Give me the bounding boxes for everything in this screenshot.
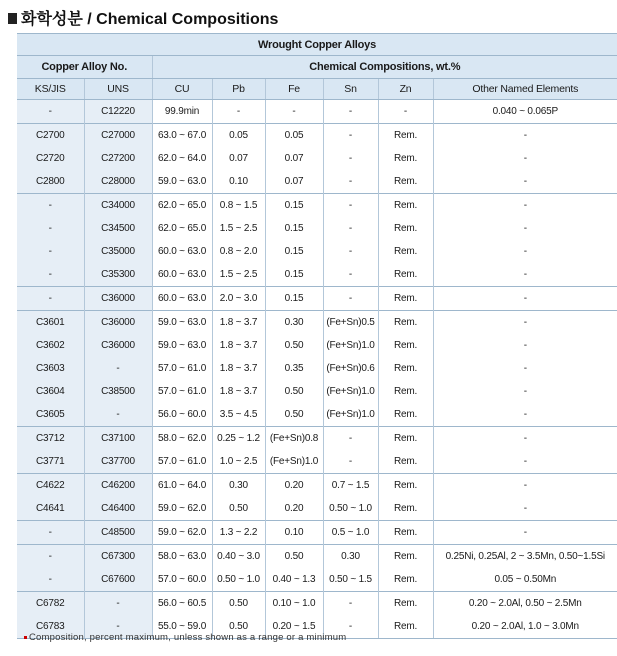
table-caption-row	[17, 34, 617, 56]
table-cell: Rem.	[378, 263, 433, 287]
table-cell: C2720	[17, 147, 84, 170]
table-cell: -	[433, 194, 617, 218]
table-cell: C35300	[84, 263, 152, 287]
table-cell: C2700	[17, 124, 84, 148]
table-cell: -	[323, 124, 378, 148]
table-cell: 62.0 ~ 65.0	[152, 194, 212, 218]
table-cell: 0.25 ~ 1.2	[212, 427, 265, 451]
table-cell: C3601	[17, 311, 84, 335]
table-cell: -	[523, 386, 527, 397]
table-cell: 0.20	[265, 474, 323, 498]
table-cell: -	[323, 194, 378, 218]
table-cell: 0.15	[265, 240, 323, 263]
table-cell: C35000	[84, 240, 152, 263]
table-cell: 0.50 ~ 1.0	[212, 568, 265, 592]
table-cell: 60.0 ~ 63.0	[152, 263, 212, 287]
table-cell: 0.50	[212, 592, 265, 616]
table-cell: 0.50	[265, 380, 323, 403]
table-cell: -	[323, 592, 378, 616]
table-cell: 0.50	[265, 334, 323, 357]
table-cell: -	[17, 568, 84, 592]
table-cell: 0.10 ~ 1.0	[265, 592, 323, 616]
table-row	[17, 334, 617, 357]
table-row	[17, 403, 617, 427]
table-cell: 56.0 ~ 60.0	[152, 403, 212, 427]
table-cell: 58.0 ~ 63.0	[152, 545, 212, 569]
table-cell: 1.0 ~ 2.5	[212, 450, 265, 474]
table-cell: C36000	[84, 311, 152, 335]
table-cell: Rem.	[378, 334, 433, 357]
table-cell: (Fe+Sn)1.0	[265, 450, 323, 474]
table-cell: Rem.	[378, 615, 433, 639]
table-cell: C3712	[17, 427, 84, 451]
table-cell: C6783	[17, 615, 84, 639]
table-cell: 59.0 ~ 63.0	[152, 334, 212, 357]
table-cell: 56.0 ~ 60.5	[152, 592, 212, 616]
table-cell: (Fe+Sn)1.0	[323, 334, 378, 357]
table-cell: 1.5 ~ 2.5	[212, 263, 265, 287]
table-cell: -	[265, 100, 323, 124]
table-cell: -	[212, 100, 265, 124]
table-row	[17, 240, 617, 263]
table-cell: 0.07	[265, 147, 323, 170]
table-cell: 0.8 ~ 2.0	[212, 240, 265, 263]
group-header-alloy-no: Copper Alloy No.	[17, 56, 152, 79]
table-cell: Rem.	[378, 311, 433, 335]
table-row	[17, 497, 617, 521]
table-cell: Rem.	[378, 147, 433, 170]
table-cell: 0.15	[265, 263, 323, 287]
table-cell: -	[323, 287, 378, 311]
table-row	[17, 124, 617, 148]
table-cell: -	[84, 403, 152, 427]
table-cell: -	[433, 521, 617, 545]
table-cell: (Fe+Sn)0.6	[323, 357, 378, 380]
table-cell: C3605	[17, 403, 84, 427]
table-row	[17, 287, 617, 311]
table-cell: 0.50	[265, 545, 323, 569]
table-cell: -	[523, 409, 527, 420]
table-cell: 99.9min	[152, 100, 212, 124]
table-cell: 0.07	[265, 170, 323, 194]
table-cell: -	[323, 147, 378, 170]
table-cell: C3604	[17, 380, 84, 403]
table-cell: 1.8 ~ 3.7	[212, 380, 265, 403]
table-cell: (Fe+Sn)0.5	[323, 311, 378, 335]
table-cell: 59.0 ~ 62.0	[152, 497, 212, 521]
table-cell: -	[17, 217, 84, 240]
table-cell: 63.0 ~ 67.0	[152, 124, 212, 148]
table-caption: Wrought Copper Alloys	[17, 34, 617, 56]
table-cell: C67600	[84, 568, 152, 592]
table-cell: 0.15	[265, 217, 323, 240]
table-cell: -	[323, 217, 378, 240]
column-header: Zn	[378, 79, 433, 100]
table-cell: 61.0 ~ 64.0	[152, 474, 212, 498]
table-cell: C3602	[17, 334, 84, 357]
composition-table	[17, 33, 617, 639]
table-cell: Rem.	[378, 240, 433, 263]
table-cell: C37700	[84, 450, 152, 474]
column-header: Fe	[265, 79, 323, 100]
table-cell: 0.5 ~ 1.0	[323, 521, 378, 545]
table-cell: 0.50	[212, 497, 265, 521]
table-cell: -	[523, 176, 527, 187]
table-cell: 1.5 ~ 2.5	[212, 217, 265, 240]
table-cell: -	[323, 427, 378, 451]
table-cell: 0.30	[212, 474, 265, 498]
column-header: Pb	[212, 79, 265, 100]
column-header: CU	[152, 79, 212, 100]
table-row	[17, 263, 617, 287]
table-cell: Rem.	[378, 497, 433, 521]
table-cell: 57.0 ~ 61.0	[152, 450, 212, 474]
table-cell: -	[17, 240, 84, 263]
group-header-compositions: Chemical Compositions, wt.%	[152, 56, 617, 79]
table-row	[17, 380, 617, 403]
table-cell: C36000	[84, 287, 152, 311]
table-cell: -	[84, 592, 152, 616]
table-cell: 0.40 ~ 3.0	[212, 545, 265, 569]
table-cell: 0.10	[265, 521, 323, 545]
column-header: Other Named Elements	[433, 79, 617, 100]
table-cell: Rem.	[378, 357, 433, 380]
column-header: Sn	[323, 79, 378, 100]
table-cell: -	[523, 153, 527, 164]
table-cell: Rem.	[378, 521, 433, 545]
table-cell: -	[323, 263, 378, 287]
table-cell: -	[433, 287, 617, 311]
table-cell: 0.30	[265, 311, 323, 335]
table-cell: Rem.	[378, 287, 433, 311]
table-cell: C27000	[84, 124, 152, 148]
table-cell: 0.10	[212, 170, 265, 194]
table-cell: 57.0 ~ 61.0	[152, 380, 212, 403]
table-cell: -	[433, 311, 617, 335]
table-row	[17, 592, 617, 616]
table-row	[17, 170, 617, 194]
table-cell: -	[433, 474, 617, 498]
table-cell: -	[323, 170, 378, 194]
table-cell: 0.8 ~ 1.5	[212, 194, 265, 218]
footnote-marker-icon	[24, 636, 27, 639]
table-cell: 0.50 ~ 1.5	[323, 568, 378, 592]
table-cell: 0.15	[265, 194, 323, 218]
table-cell: 0.040 ~ 0.065P	[433, 100, 617, 124]
table-cell: -	[433, 427, 617, 451]
table-cell: 57.0 ~ 61.0	[152, 357, 212, 380]
table-row	[17, 427, 617, 451]
table-row	[17, 545, 617, 569]
table-cell: C38500	[84, 380, 152, 403]
table-cell: 62.0 ~ 65.0	[152, 217, 212, 240]
table-cell: -	[523, 456, 527, 467]
table-cell: 62.0 ~ 64.0	[152, 147, 212, 170]
table-cell: -	[17, 263, 84, 287]
table-cell: Rem.	[378, 194, 433, 218]
table-cell: C12220	[84, 100, 152, 124]
table-cell: Rem.	[378, 474, 433, 498]
group-header-row	[17, 56, 617, 79]
table-cell: -	[17, 521, 84, 545]
footnote	[24, 632, 346, 643]
table-cell: Rem.	[378, 545, 433, 569]
table-cell: C28000	[84, 170, 152, 194]
table-cell: 0.50 ~ 1.0	[323, 497, 378, 521]
table-cell: -	[323, 100, 378, 124]
table-cell: -	[523, 340, 527, 351]
table-cell: C2800	[17, 170, 84, 194]
table-cell: C34500	[84, 217, 152, 240]
table-cell: C4622	[17, 474, 84, 498]
table-cell: 0.07	[212, 147, 265, 170]
table-cell: -	[523, 223, 527, 234]
table-cell: 0.50	[212, 615, 265, 639]
table-cell: 0.05	[212, 124, 265, 148]
table-cell: -	[17, 100, 84, 124]
table-cell: 0.7 ~ 1.5	[323, 474, 378, 498]
table-cell: C67300	[84, 545, 152, 569]
table-cell: 3.5 ~ 4.5	[212, 403, 265, 427]
table-cell: -	[523, 269, 527, 280]
table-cell: 0.20	[265, 497, 323, 521]
table-cell: Rem.	[378, 403, 433, 427]
table-cell: 1.8 ~ 3.7	[212, 357, 265, 380]
square-bullet-icon	[8, 13, 17, 24]
table-cell: C4641	[17, 497, 84, 521]
table-cell: C46400	[84, 497, 152, 521]
table-cell: 59.0 ~ 63.0	[152, 311, 212, 335]
table-cell: 0.15	[265, 287, 323, 311]
table-row	[17, 450, 617, 474]
table-cell: (Fe+Sn)1.0	[323, 403, 378, 427]
table-cell: 58.0 ~ 62.0	[152, 427, 212, 451]
table-cell: C27200	[84, 147, 152, 170]
table-cell: 57.0 ~ 60.0	[152, 568, 212, 592]
table-cell: C46200	[84, 474, 152, 498]
table-row	[17, 147, 617, 170]
table-cell: -	[433, 124, 617, 148]
column-header: KS/JIS	[17, 79, 84, 100]
table-cell: 55.0 ~ 59.0	[152, 615, 212, 639]
table-cell: 0.05 ~ 0.50Mn	[494, 574, 557, 585]
table-cell: 0.30	[323, 545, 378, 569]
table-cell: -	[523, 503, 527, 514]
table-cell: Rem.	[378, 380, 433, 403]
table-cell: -	[17, 545, 84, 569]
table-row	[17, 521, 617, 545]
table-cell: 0.40 ~ 1.3	[265, 568, 323, 592]
table-cell: 60.0 ~ 63.0	[152, 287, 212, 311]
table-row	[17, 357, 617, 380]
table-cell: C3771	[17, 450, 84, 474]
table-row	[17, 568, 617, 592]
footnote-text: Composition, percent maximum, unless shown as a range or a minimum	[29, 632, 347, 643]
table-body	[17, 100, 617, 639]
table-row	[17, 100, 617, 124]
table-cell: -	[84, 615, 152, 639]
table-cell: 1.8 ~ 3.7	[212, 334, 265, 357]
table-cell: (Fe+Sn)0.8	[265, 427, 323, 451]
table-cell: 0.50	[265, 403, 323, 427]
table-cell: Rem.	[378, 427, 433, 451]
table-cell: 1.3 ~ 2.2	[212, 521, 265, 545]
table-cell: 0.20 ~ 2.0Al, 0.50 ~ 2.5Mn	[433, 592, 617, 616]
table-cell: C48500	[84, 521, 152, 545]
table-cell: -	[323, 615, 378, 639]
table-cell: 0.20 ~ 1.5	[265, 615, 323, 639]
table-cell: 0.25Ni, 0.25Al, 2 ~ 3.5Mn, 0.50~1.5Si	[433, 545, 617, 569]
table-cell: 0.35	[265, 357, 323, 380]
table-cell: C34000	[84, 194, 152, 218]
table-cell: 2.0 ~ 3.0	[212, 287, 265, 311]
table-cell: -	[523, 246, 527, 257]
table-cell: Rem.	[378, 568, 433, 592]
table-cell: 60.0 ~ 63.0	[152, 240, 212, 263]
table-cell: C37100	[84, 427, 152, 451]
table-cell: 1.8 ~ 3.7	[212, 311, 265, 335]
page-title-text: 화학성분 / Chemical Compositions	[21, 11, 279, 28]
table-cell: 59.0 ~ 63.0	[152, 170, 212, 194]
table-cell: -	[323, 450, 378, 474]
table-cell: -	[17, 287, 84, 311]
table-cell: -	[323, 240, 378, 263]
table-cell: Rem.	[378, 124, 433, 148]
table-row	[17, 217, 617, 240]
table-cell: 0.20 ~ 2.0Al, 1.0 ~ 3.0Mn	[433, 615, 617, 639]
table-cell: (Fe+Sn)1.0	[323, 380, 378, 403]
table-cell: -	[378, 100, 433, 124]
table-cell: -	[523, 363, 527, 374]
table-cell: Rem.	[378, 450, 433, 474]
table-cell: 59.0 ~ 62.0	[152, 521, 212, 545]
column-header: UNS	[84, 79, 152, 100]
table-cell: Rem.	[378, 217, 433, 240]
table-cell: -	[17, 194, 84, 218]
table-row	[17, 474, 617, 498]
table-cell: C6782	[17, 592, 84, 616]
table-cell: Rem.	[378, 170, 433, 194]
page-title	[8, 6, 278, 30]
table-cell: 0.05	[265, 124, 323, 148]
table-cell: Rem.	[378, 592, 433, 616]
table-cell: C3603	[17, 357, 84, 380]
table-cell: C36000	[84, 334, 152, 357]
table-row	[17, 311, 617, 335]
table-row	[17, 194, 617, 218]
column-header-row	[17, 79, 617, 100]
table-cell: -	[84, 357, 152, 380]
